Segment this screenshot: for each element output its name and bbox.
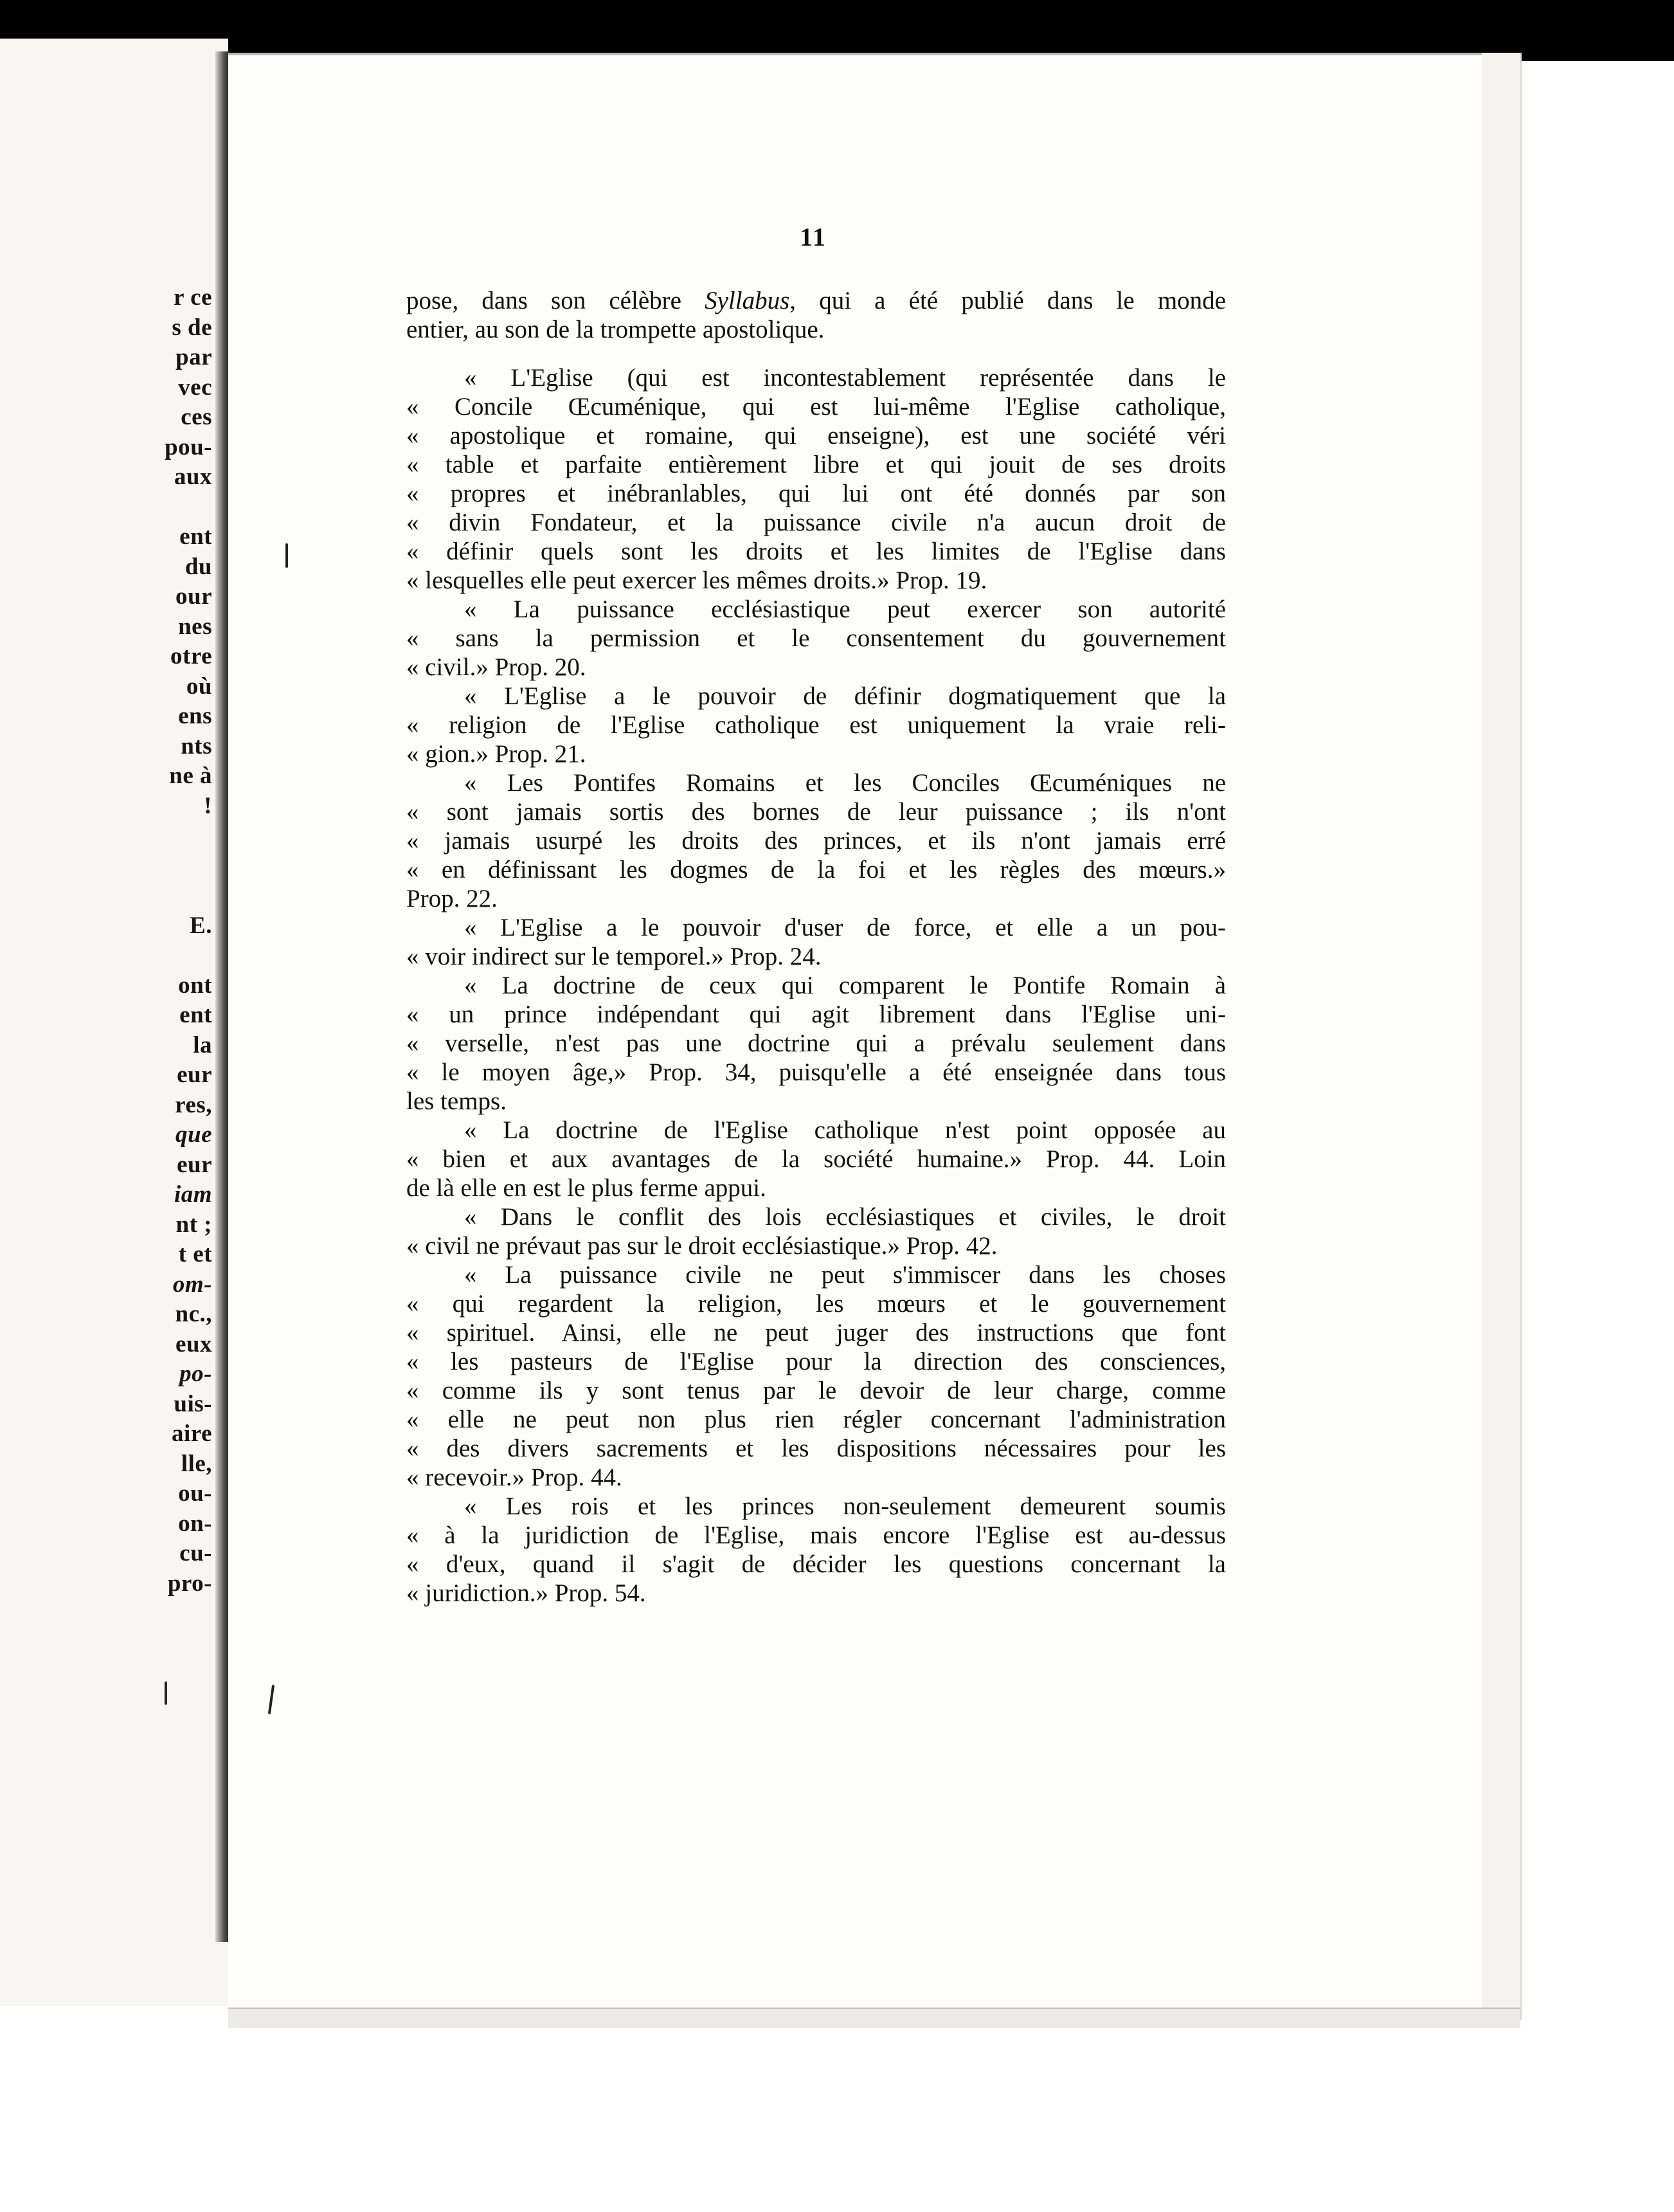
right-page-edge	[1482, 53, 1522, 2020]
left-fragment-line: cu-	[179, 1540, 212, 1566]
page-number: 11	[800, 222, 827, 251]
left-fragment-line	[0, 941, 212, 971]
left-fragment-line: ent	[179, 523, 212, 550]
text-line: « sans la permission et le consentement du gouvernement	[406, 624, 1226, 652]
left-fragment-line	[0, 851, 212, 882]
left-fragment-line: on-	[178, 1510, 212, 1537]
text-line: « gion.» Prop. 21.	[406, 740, 586, 768]
text-line: « le moyen âge,» Prop. 34, puisqu'elle a été enseignée dans tous	[406, 1058, 1226, 1086]
margin-mark	[165, 1682, 167, 1705]
intro-text-before: pose, dans son célèbre	[406, 287, 705, 314]
left-fragment-line: iam	[174, 1181, 212, 1208]
left-fragment-line: vec	[178, 374, 212, 401]
proposition-paragraph	[406, 682, 1226, 768]
left-fragment-line: eur	[177, 1062, 212, 1088]
left-fragment-line: pou-	[165, 433, 212, 460]
text-line: « civil ne prévaut pas sur le droit ecclésiastique.» Prop. 42.	[406, 1232, 998, 1260]
text-line: « qui regardent la religion, les mœurs et le gouvernement	[406, 1290, 1226, 1318]
left-fragment-line: la	[193, 1031, 212, 1058]
left-fragment-line: r ce	[174, 284, 212, 311]
text-line: « bien et aux avantages de la société humaine.» Prop. 44. Loin	[406, 1145, 1226, 1173]
text-line: « spirituel. Ainsi, elle ne peut juger des instructions que font	[406, 1319, 1226, 1346]
text-line: « sont jamais sortis des bornes de leur puissance ; ils n'ont	[406, 798, 1226, 826]
left-fragment-line: du	[184, 553, 212, 580]
text-line: « civil.» Prop. 20.	[406, 653, 586, 681]
text-line: « recevoir.» Prop. 44.	[406, 1464, 622, 1491]
left-fragment-line: eux	[176, 1330, 212, 1357]
left-fragment-line: ou-	[178, 1480, 212, 1507]
proposition-paragraph	[406, 1260, 1226, 1492]
text-line: de là elle en est le plus ferme appui.	[406, 1174, 766, 1202]
syllabus-title: Syllabus	[705, 287, 790, 314]
intro-line	[406, 286, 1226, 315]
left-fragment-line: eur	[177, 1151, 212, 1178]
intro-text-after: , qui a été publié dans le monde	[789, 287, 1226, 314]
text-line: « table et parfaite entièrement libre et qui jouit de ses droits	[406, 451, 1226, 478]
text-line: « Concile Œcuménique, qui est lui-même l'Eglise catholique,	[406, 393, 1226, 421]
left-fragment-line: que	[176, 1121, 212, 1148]
page-gutter-shadow	[215, 51, 230, 1942]
proposition-paragraph	[406, 913, 1226, 971]
left-fragment-line: par	[176, 344, 212, 370]
left-fragment-line: om-	[172, 1271, 212, 1298]
bottom-page-edge	[228, 2008, 1520, 2028]
left-fragment-line: nes	[178, 613, 212, 640]
text-line: « La puissance civile ne peut s'immiscer dans les choses	[464, 1261, 1226, 1289]
text-line: « La puissance ecclésiastique peut exercer son autorité	[464, 595, 1226, 623]
left-fragment-line: nc.,	[175, 1301, 212, 1327]
text-line: « à la juridiction de l'Eglise, mais encore l'Eglise est au-dessus	[406, 1521, 1226, 1549]
text-line: « verselle, n'est pas une doctrine qui a prévalu seulement dans	[406, 1029, 1226, 1057]
text-line: « comme ils y sont tenus par le devoir de leur charge, comme	[406, 1377, 1226, 1404]
text-line: « lesquelles elle peut exercer les mêmes droits.» Prop. 19.	[406, 567, 987, 594]
text-line: « en définissant les dogmes de la foi et les règles des mœurs.»	[406, 856, 1226, 884]
left-fragment-line: nts	[181, 732, 212, 759]
left-fragment-line: ent	[179, 1002, 212, 1028]
quoted-propositions	[406, 363, 1226, 1608]
left-fragment-line: aire	[172, 1420, 212, 1447]
proposition-paragraph	[406, 1116, 1226, 1202]
text-line: « d'eux, quand il s'agit de décider les questions concernant la	[406, 1550, 1226, 1578]
text-line: « elle ne peut non plus rien régler concernant l'administration	[406, 1406, 1226, 1433]
left-fragment-line: pro-	[167, 1570, 212, 1597]
left-fragment-line: ne à	[169, 763, 212, 789]
left-fragment-line: E.	[190, 912, 212, 939]
left-fragment-line: our	[176, 583, 212, 610]
text-line: « Les Pontifes Romains et les Conciles Œcuméniques ne	[464, 769, 1226, 797]
text-line: « un prince indépendant qui agit librement dans l'Eglise uni-	[406, 1001, 1226, 1028]
left-fragment-line: ont	[178, 972, 212, 999]
left-fragment-line: nt ;	[176, 1211, 212, 1238]
proposition-paragraph	[406, 1492, 1226, 1608]
left-fragment-line: res,	[175, 1091, 212, 1118]
text-line: « voir indirect sur le temporel.» Prop. 24.	[406, 943, 822, 970]
proposition-paragraph	[406, 1202, 1226, 1260]
margin-mark	[285, 543, 288, 568]
text-line: « apostolique et romaine, qui enseigne), est une société véri	[406, 422, 1226, 449]
left-fragment-line: lle,	[181, 1450, 212, 1477]
proposition-paragraph	[406, 363, 1226, 595]
text-line: Prop. 22.	[406, 885, 498, 912]
left-fragment-line: otre	[170, 643, 212, 669]
left-fragment-line: ces	[181, 404, 212, 430]
left-page-text-fragments	[0, 283, 212, 1599]
left-fragment-line: s de	[172, 314, 212, 341]
left-fragment-line: po-	[179, 1361, 212, 1387]
text-line: « L'Eglise a le pouvoir de définir dogmatiquement que la	[464, 682, 1226, 710]
text-line: « Dans le conflit des lois ecclésiastiques et civiles, le droit	[464, 1203, 1226, 1231]
text-line: « juridiction.» Prop. 54.	[406, 1579, 646, 1607]
text-line: « L'Eglise (qui est incontestablement représentée dans le	[464, 364, 1226, 392]
left-fragment-line: ens	[178, 703, 212, 729]
left-fragment-line: aux	[174, 464, 212, 490]
proposition-paragraph	[406, 971, 1226, 1116]
left-fragment-line: uis-	[174, 1390, 212, 1417]
text-line: « jamais usurpé les droits des princes, et ils n'ont jamais erré	[406, 827, 1226, 855]
text-line: « religion de l'Eglise catholique est uniquement la vraie reli-	[406, 711, 1226, 739]
text-line: « des divers sacrements et les dispositions nécessaires pour les	[406, 1435, 1226, 1462]
text-line: « Les rois et les princes non-seulement demeurent soumis	[464, 1492, 1226, 1520]
left-fragment-line	[0, 881, 212, 911]
left-fragment-line: !	[204, 792, 212, 819]
text-line: « divin Fondateur, et la puissance civile n'a aucun droit de	[406, 509, 1226, 536]
text-line: « définir quels sont les droits et les limites de l'Eglise dans	[406, 538, 1226, 565]
proposition-paragraph	[406, 768, 1226, 913]
body-text	[406, 286, 1226, 1608]
text-line: « L'Eglise a le pouvoir d'user de force, et elle a un pou-	[464, 914, 1226, 941]
text-line: « La doctrine de l'Eglise catholique n'est point opposée au	[464, 1116, 1226, 1144]
scan-top-band	[0, 0, 1674, 61]
left-fragment-line: où	[186, 673, 212, 700]
paragraph-gap	[406, 344, 1226, 363]
left-fragment-line	[0, 821, 212, 851]
text-line: « les pasteurs de l'Eglise pour la direction des consciences,	[406, 1348, 1226, 1375]
text-line: « propres et inébranlables, qui lui ont été donnés par son	[406, 480, 1226, 507]
intro-line: entier, au son de la trompette apostolique.	[406, 316, 825, 343]
text-line: « La doctrine de ceux qui comparent le Pontife Romain à	[464, 972, 1226, 999]
text-line: les temps.	[406, 1087, 507, 1115]
left-fragment-line	[0, 493, 212, 523]
left-fragment-line: t et	[178, 1241, 212, 1267]
proposition-paragraph	[406, 595, 1226, 682]
